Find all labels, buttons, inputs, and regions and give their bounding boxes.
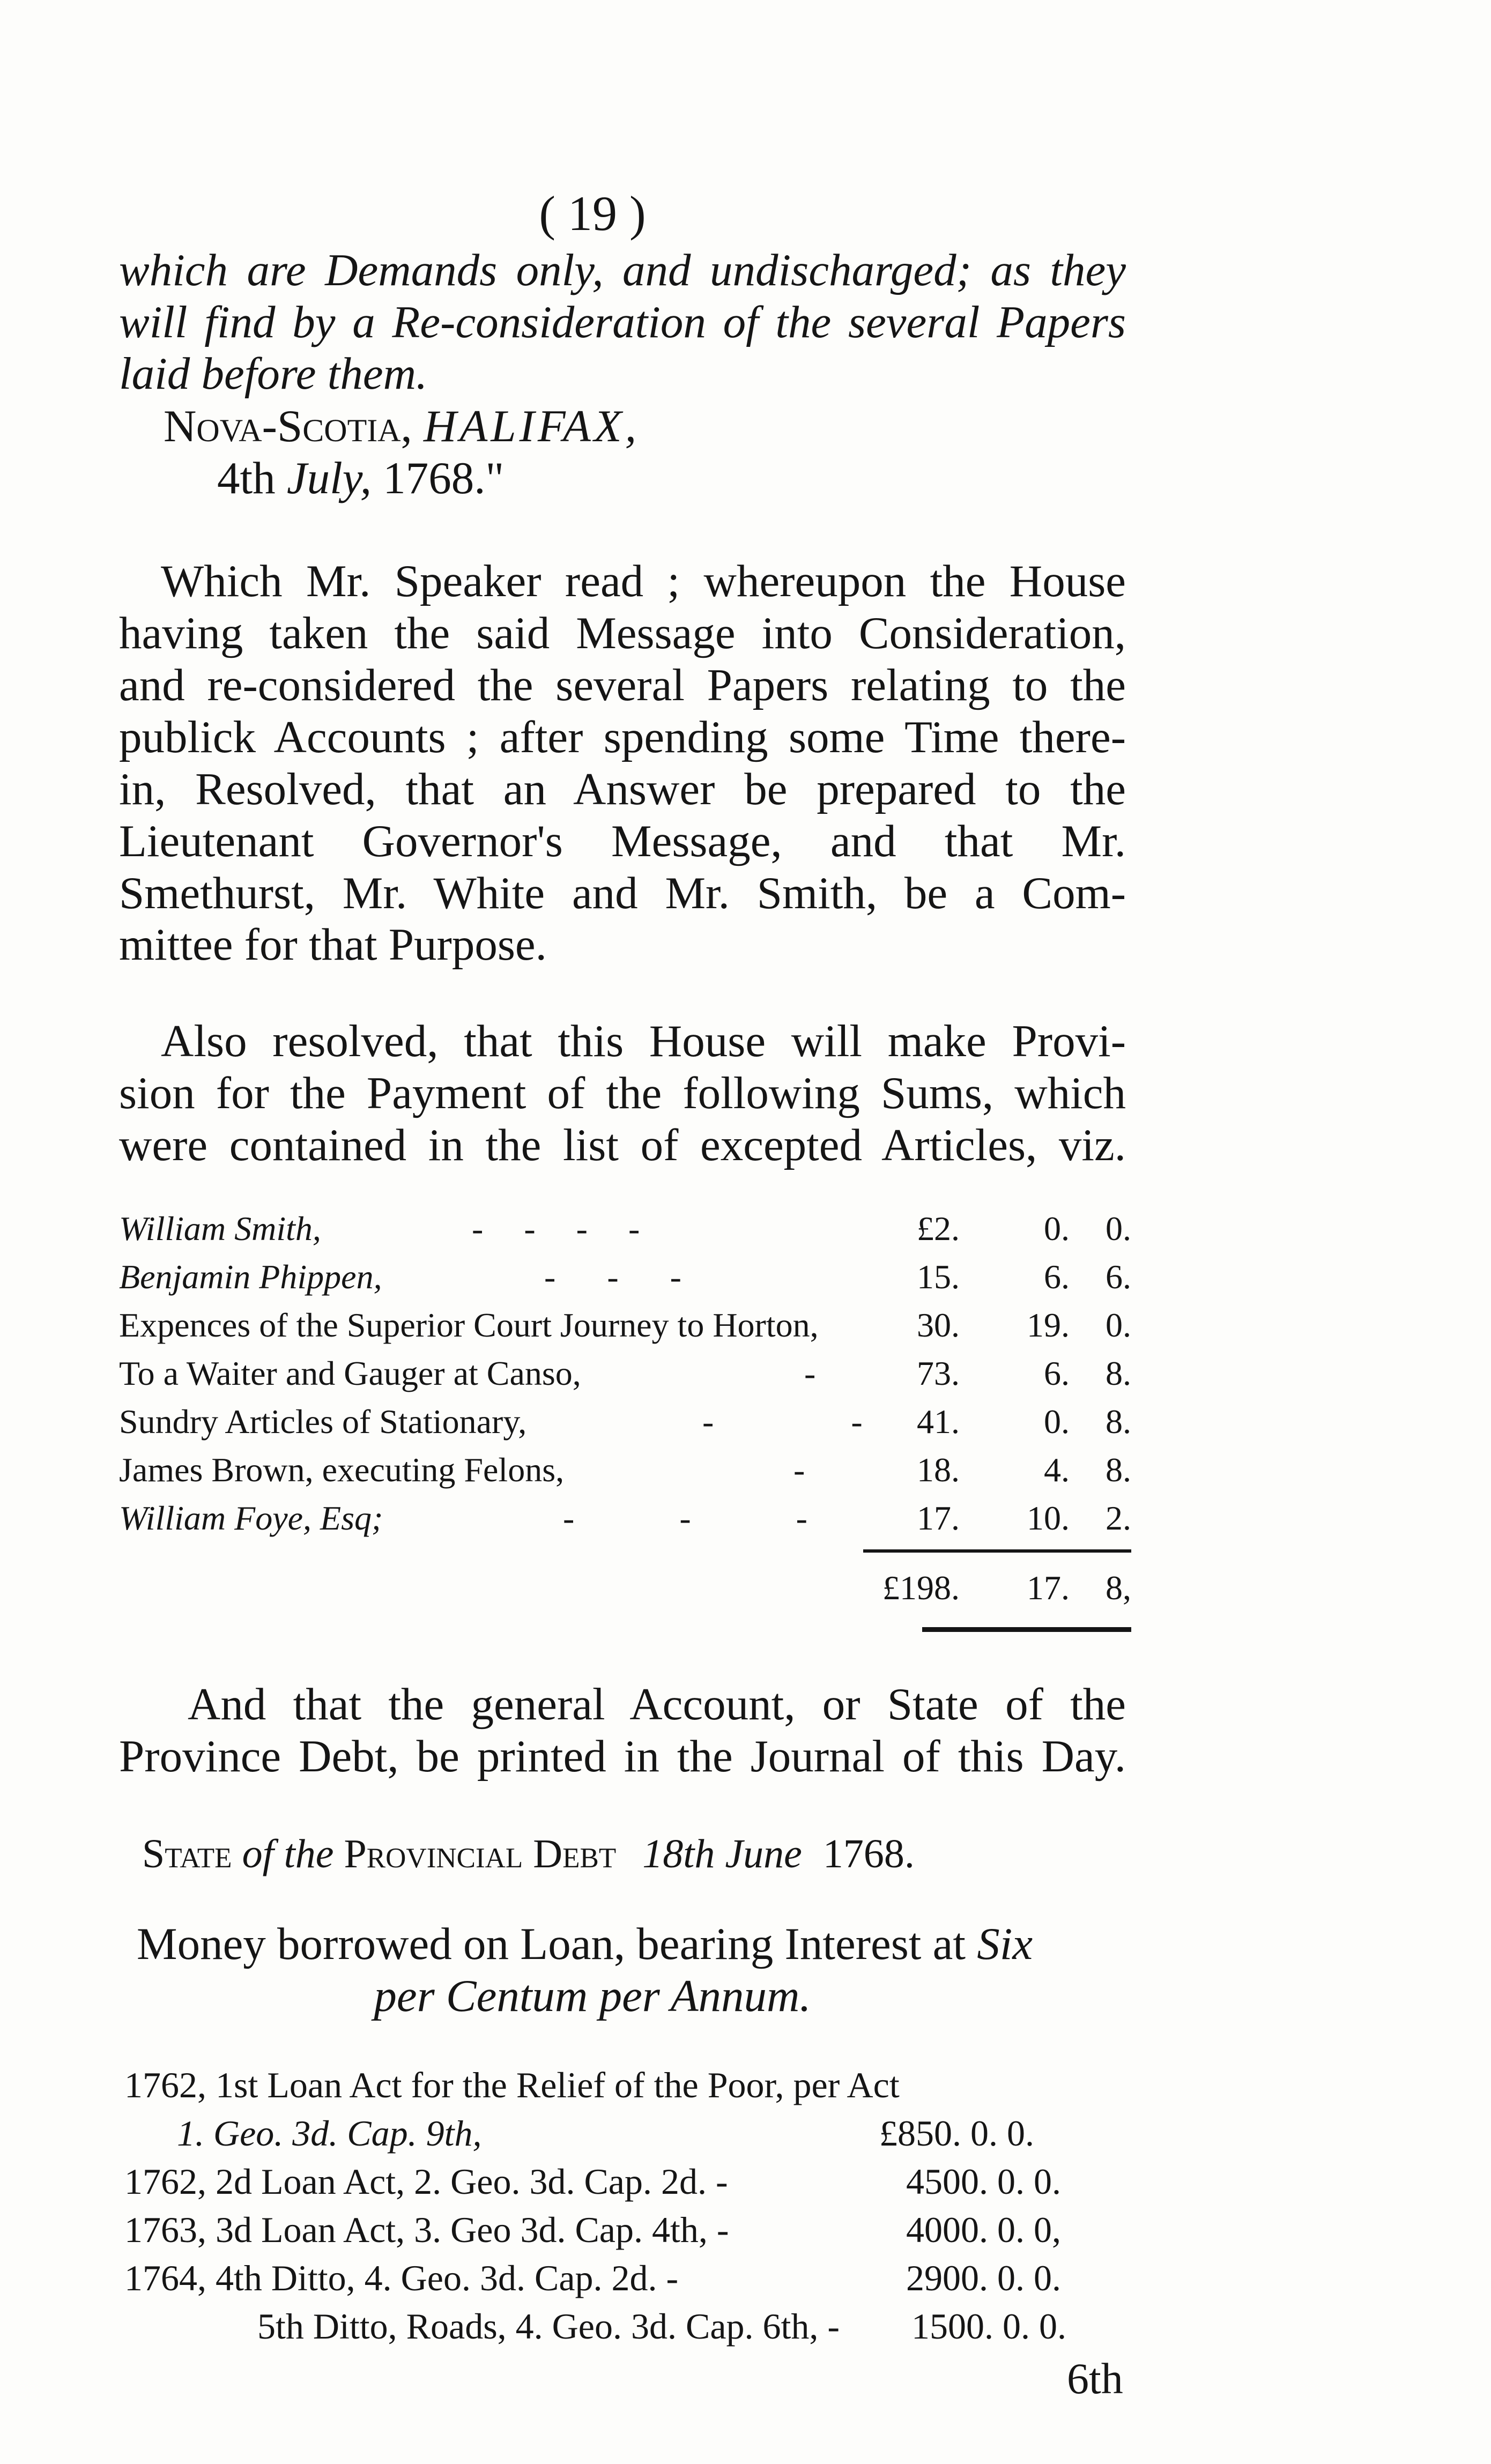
- row-dashes: -: [793, 1451, 805, 1489]
- row-label: Benjamin Phippen,: [119, 1258, 382, 1296]
- total-pence: 8,: [1106, 1569, 1131, 1607]
- row-label: James Brown, executing Felons,: [119, 1451, 565, 1489]
- row-pence: 8.: [1106, 1354, 1131, 1392]
- loan-amount: 4000. 0. 0,: [906, 2209, 1061, 2250]
- row-dashes: -: [804, 1354, 816, 1392]
- row-shillings: 4.: [1044, 1451, 1070, 1489]
- row-dashes: - -: [702, 1402, 927, 1441]
- row-label: William Smith,: [119, 1209, 321, 1248]
- row-shillings: 6.: [1044, 1354, 1070, 1392]
- loan-amount: £850. 0. 0.: [879, 2113, 1034, 2154]
- row-label: William Foye, Esq;: [119, 1499, 383, 1537]
- money-heading-text: Money borrowed on Loan, bearing Interest at: [137, 1919, 966, 1969]
- paragraph1-line-4: publick Accounts ; after spending some Time there-: [119, 712, 1126, 762]
- dateline-month: July,: [286, 453, 372, 503]
- row-label: Expences of the Superior Court Journey to Horton,: [119, 1306, 819, 1344]
- state-heading-state: State: [142, 1831, 232, 1876]
- row-label: To a Waiter and Gauger at Canso,: [119, 1354, 581, 1392]
- row-shillings: 10.: [1027, 1499, 1070, 1537]
- row-pence: 6.: [1106, 1258, 1131, 1296]
- paragraph1-line-7: Smethurst, Mr. White and Mr. Smith, be a Com-: [119, 868, 1126, 918]
- row-pounds: 18.: [917, 1451, 960, 1489]
- money-heading-six: Six: [977, 1919, 1033, 1969]
- state-heading: [142, 1831, 915, 1877]
- dateline-city: HALIFAX,: [424, 401, 640, 451]
- money-heading-line-1: [137, 1918, 1033, 1970]
- row-pence: 2.: [1106, 1499, 1131, 1537]
- catchword: 6th: [1067, 2354, 1123, 2403]
- total-rule-bottom: [922, 1627, 1131, 1632]
- total-shillings: 17.: [1027, 1569, 1070, 1607]
- row-pence: 0.: [1106, 1306, 1131, 1344]
- loan-line: 1762, 1st Loan Act for the Relief of the Poor, per Act: [124, 2065, 900, 2105]
- loan-line: 5th Ditto, Roads, 4. Geo. 3d. Cap. 6th, -: [257, 2306, 840, 2347]
- loan-amount: 2900. 0. 0.: [906, 2258, 1061, 2298]
- row-shillings: 0.: [1044, 1402, 1070, 1441]
- dateline-province: Nova-Scotia,: [164, 401, 412, 451]
- dateline-place: [164, 400, 640, 452]
- opening-line-1: which are Demands only, and undischarged; as they: [119, 245, 1126, 295]
- row-pence: 0.: [1106, 1209, 1131, 1248]
- total-rule-top: [863, 1549, 1131, 1553]
- paragraph1-line-6: Lieutenant Governor's Message, and that Mr.: [119, 816, 1126, 866]
- opening-line-2: will find by a Re-consideration of the several Papers: [119, 297, 1126, 347]
- paragraph1-line-2: having taken the said Message into Consideration,: [119, 608, 1126, 658]
- opening-line-3: laid before them.: [119, 348, 428, 399]
- row-shillings: 6.: [1044, 1258, 1070, 1296]
- row-pounds: 17.: [917, 1499, 960, 1537]
- row-pounds: 30.: [917, 1306, 960, 1344]
- loan-line: 1764, 4th Ditto, 4. Geo. 3d. Cap. 2d. -: [124, 2258, 679, 2298]
- paragraph1-line-1: Which Mr. Speaker read ; whereupon the House: [161, 556, 1126, 606]
- page-number: ( 19 ): [539, 186, 646, 241]
- row-label: Sundry Articles of Stationary,: [119, 1402, 527, 1441]
- state-heading-date: 18th June: [642, 1831, 802, 1876]
- paragraph3-line-1: And that the general Account, or State of the: [188, 1679, 1126, 1730]
- loan-line: 1762, 2d Loan Act, 2. Geo. 3d. Cap. 2d. -: [124, 2161, 728, 2202]
- paragraph2-line-2: sion for the Payment of the following Sums, which: [119, 1068, 1126, 1118]
- row-pounds: 15.: [917, 1258, 960, 1296]
- row-pence: 8.: [1106, 1402, 1131, 1441]
- loan-amount: 4500. 0. 0.: [906, 2161, 1061, 2202]
- row-pounds: 41.: [917, 1402, 960, 1441]
- dateline-date: [217, 452, 504, 504]
- state-heading-of-the: of the: [242, 1831, 334, 1876]
- state-heading-year: 1768.: [822, 1831, 915, 1876]
- loan-line: 1. Geo. 3d. Cap. 9th,: [177, 2113, 482, 2154]
- paragraph1-line-3: and re-considered the several Papers relating to the: [119, 660, 1126, 710]
- paragraph1-line-5: in, Resolved, that an Answer be prepared to the: [119, 764, 1126, 814]
- paragraph3-line-2: Province Debt, be printed in the Journal of this Day.: [119, 1731, 1126, 1782]
- row-pounds: £2.: [917, 1209, 960, 1248]
- row-dashes: - - -: [544, 1258, 703, 1296]
- loan-amount: 1500. 0. 0.: [911, 2306, 1066, 2347]
- dateline-year: 1768.": [383, 453, 505, 503]
- row-dashes: - - - -: [472, 1209, 656, 1248]
- paragraph1-line-8: mittee for that Purpose.: [119, 919, 547, 970]
- state-heading-provincial-debt: Provincial Debt: [344, 1831, 617, 1876]
- row-pounds: 73.: [917, 1354, 960, 1392]
- row-pence: 8.: [1106, 1451, 1131, 1489]
- total-pounds: £198.: [882, 1569, 960, 1607]
- money-heading-line-2: per Centum per Annum.: [374, 1971, 811, 2021]
- row-dashes: - - -: [563, 1499, 856, 1537]
- loan-line: 1763, 3d Loan Act, 3. Geo 3d. Cap. 4th, -: [124, 2209, 729, 2250]
- dateline-day: 4th: [217, 453, 276, 503]
- paragraph2-line-1: Also resolved, that this House will make Provi-: [161, 1016, 1126, 1066]
- row-shillings: 19.: [1027, 1306, 1070, 1344]
- paragraph2-line-3: were contained in the list of excepted Articles, viz.: [119, 1120, 1126, 1170]
- row-shillings: 0.: [1044, 1209, 1070, 1248]
